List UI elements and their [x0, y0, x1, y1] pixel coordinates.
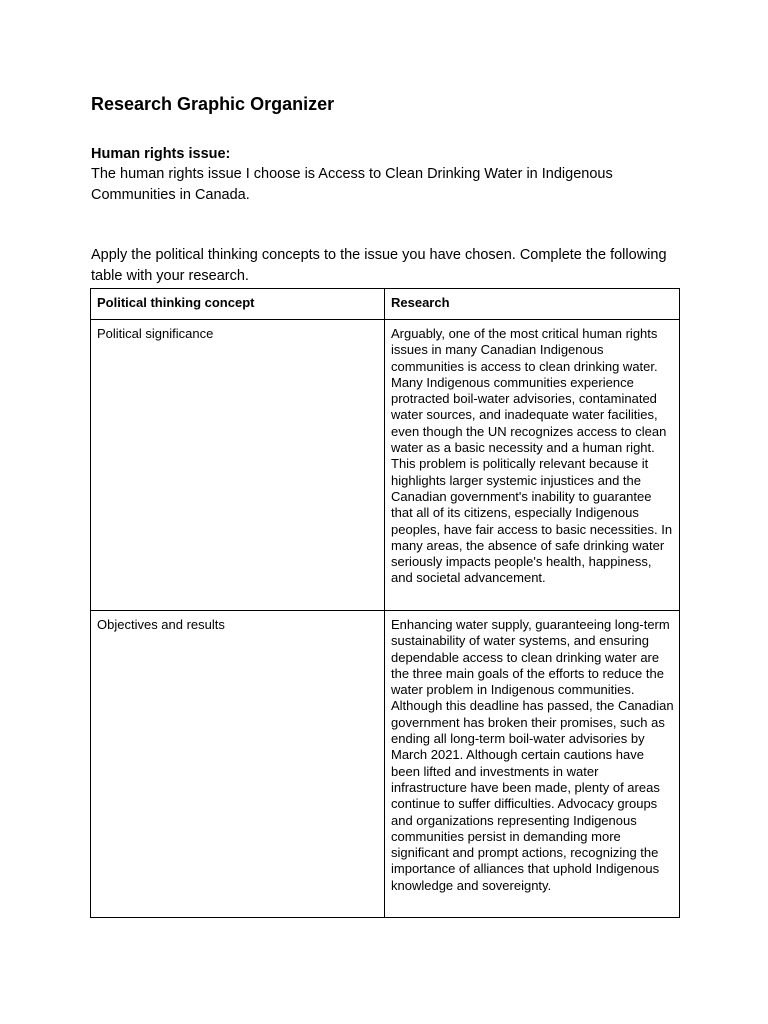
concept-cell: Objectives and results — [91, 611, 385, 918]
instructions-text: Apply the political thinking concepts to the issue you have chosen. Complete the following table with your research. — [91, 247, 667, 284]
column-header-concept: Political thinking concept — [91, 289, 385, 320]
document-title: Research Graphic Organizer — [91, 94, 335, 114]
concept-cell: Political significance — [91, 320, 385, 611]
table-header-row — [91, 289, 680, 320]
column-header-research: Research — [385, 289, 680, 320]
table-row — [91, 611, 680, 918]
research-cell: Enhancing water supply, guaranteeing long-term sustainability of water systems, and ensuring dependable access to clean drinking water are the three main goals of the efforts to reduce the water problem in Indigenous communities. Although this deadline has passed, the Canadian government has broken their promises, such as ending all long-term boil-water advisories by March 2021. Although certain cautions have been lifted and investments in water infrastructure have been made, plenty of areas continue to suffer difficulties. Advocacy groups and organizations representing Indigenous communities persist in demanding more significant and prompt actions, recognizing the importance of alliances that uphold Indigenous knowledge and sovereignty. — [385, 611, 680, 918]
issue-heading: Human rights issue: — [91, 146, 231, 162]
table-row — [91, 320, 680, 611]
issue-text: The human rights issue I choose is Access to Clean Drinking Water in Indigenous Communities in Canada. — [91, 166, 613, 203]
research-cell: Arguably, one of the most critical human rights issues in many Canadian Indigenous communities is access to clean drinking water. Many Indigenous communities experience protracted boil-water advisories, contaminated water sources, and inadequate water facilities, even though the UN recognizes access to clean water as a basic necessity and a human right. This problem is politically relevant because it highlights larger systemic injustices and the Canadian government's inability to guarantee that all of its citizens, especially Indigenous peoples, have fair access to basic necessities. In many areas, the absence of safe drinking water seriously impacts people's health, happiness, and societal advancement. — [385, 320, 680, 611]
research-table — [90, 288, 680, 918]
